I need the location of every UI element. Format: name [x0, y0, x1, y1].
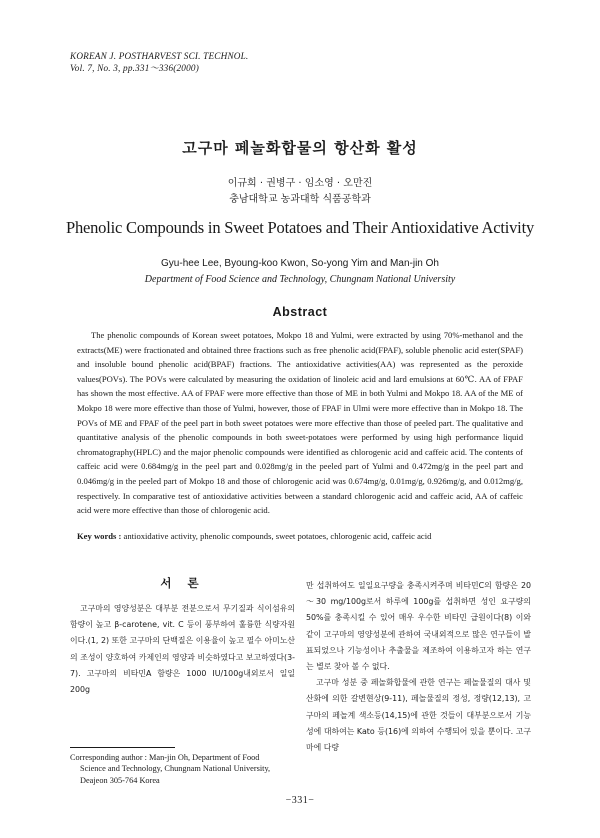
english-affiliation: Department of Food Science and Technology, Chungnam National University [144, 274, 456, 285]
introduction-paragraph-right-1: 만 섭취하여도 일일요구량을 충족시켜주며 비타민C의 함량은 20～30 mg/100g로서 하루에 100g를 섭취하면 성인 요구량의 50%를 충족시킬 수 있어 매우 우수한 비타민 급원이다(8) 이와 같이 고구마의 영양성분에 관하여 국내외적으로 많은 연구들이 발표되었으나 기능성이나 추출물을 제조하여 이용하고자 하는 연구는 별로 찾아 볼 수 없다. [306, 581, 531, 672]
journal-header [70, 50, 248, 74]
journal-volume-info: Vol. 7, No. 3, pp.331～336(2000) [70, 63, 199, 73]
keywords [77, 530, 523, 542]
english-title: Phenolic Compounds in Sweet Potatoes and Their Antioxidative Activity [65, 218, 535, 237]
korean-affiliation: 충남대학교 농과대학 식품공학과 [229, 194, 371, 205]
introduction-paragraph-right-2: 고구마 성분 중 페놀화합물에 관한 연구는 페놀물질의 대사 및 산화에 의한 갈변현상(9-11), 페놀물질의 정성, 정량(12,13), 고구마의 페놀계 색소등(14,15)에 관한 것들이 대부분으로서 기능성에 대하여는 Kato 등(16)에 의하여 수행되어 있을 뿐이다. 고구마에 다량 [306, 678, 531, 753]
korean-authors: 이규희 · 권병구 · 임소영 · 오만진 [227, 178, 373, 189]
footnote-line-2: Science and Technology, Chungnam National University, [80, 764, 271, 774]
left-column [70, 575, 295, 698]
korean-title: 고구마 페놀화합물의 항산화 활성 [182, 139, 418, 157]
page-number: −331− [285, 795, 315, 806]
introduction-heading: 서 론 [160, 576, 205, 590]
right-column [306, 578, 531, 756]
footnote-line-1: Corresponding author : Man-jin Oh, Department of Food [70, 753, 260, 762]
introduction-paragraph-left: 고구마의 영양성분은 대부분 전분으로서 무기질과 식이섬유의 함량이 높고 β-carotene, vit. C 등이 풍부하여 훌륭한 식량자원이다.(1, 2) 또한 고구마의 단백질은 이용율이 높고 필수 아미노산의 조성이 양호하여 카제인의 영양과 비슷하였다고 보고하였다(3-7). 고구마의 비타민A 함량은 1000 IU/100g내외로서 일일 200g [70, 604, 295, 695]
abstract-body: The phenolic compounds of Korean sweet potatoes, Mokpo 18 and Yulmi, were extracted by using 70%-methanol and the extracts(ME) were fractionated and obtained three fractions such as free phenolic acid(FPAF), soluble phenolic acid ester(SPAF) and insoluble bound phenolic acid(BPAF) fractions. The antioxidative activities(AA) was represented as the peroxide values(POVs). The POVs were calculated by measuring the oxidation of linoleic acid and lard emulsions at 60℃. AA of FPAF has shown the most effective. AA of FPAF were more effective than those of ME in both Yulmi and Mokpo 18. AA of the ME of Mokpo 18 were more effective than those of Yulmi, however, those of FPAF in Ulmi were more effective than in Mokpo 18. The POVs of ME and FPAF of the peel part in both sweet potatoes were more effective than those of peeled part. The qualitative and quantitative analysis of the phenolic compounds in both sweet-potatoes were performed by using high performance liquid chromatography(HPLC) and the major phenolic compounds were identified as chlorogenic acid and caffeic acid. The contents of caffeic acid were 0.684mg/g in the peel part and 0.028mg/g in the peeled part of Yulmi and 0.472mg/g in the peel part and 0.046mg/g in the peeled part of Mokpo 18 and those of chlorogenic acid was 0.674mg/g, 0.01mg/g, 0.926mg/g, and 0.012mg/g, respectively. In comparative test of antioxidative activities between a standard chlorogenic acid and caffeic acid, AA of caffeic acid were more effective than those of chlorogenic acid. [77, 330, 523, 516]
footnote-divider [70, 747, 175, 748]
corresponding-author-footnote [70, 752, 295, 786]
english-authors: Gyu-hee Lee, Byoung-koo Kwon, So-yong Yim and Man-jin Oh [161, 258, 439, 269]
footnote-line-3: Deajeon 305-764 Korea [80, 775, 160, 785]
abstract-heading: Abstract [272, 305, 328, 319]
keywords-label: Key words : [77, 531, 122, 541]
keywords-text: antioxidative activity, phenolic compounds, sweet potatoes, chlorogenic acid, caffeic acid [121, 531, 432, 541]
journal-name: KOREAN J. POSTHARVEST SCI. TECHNOL. [70, 51, 249, 61]
